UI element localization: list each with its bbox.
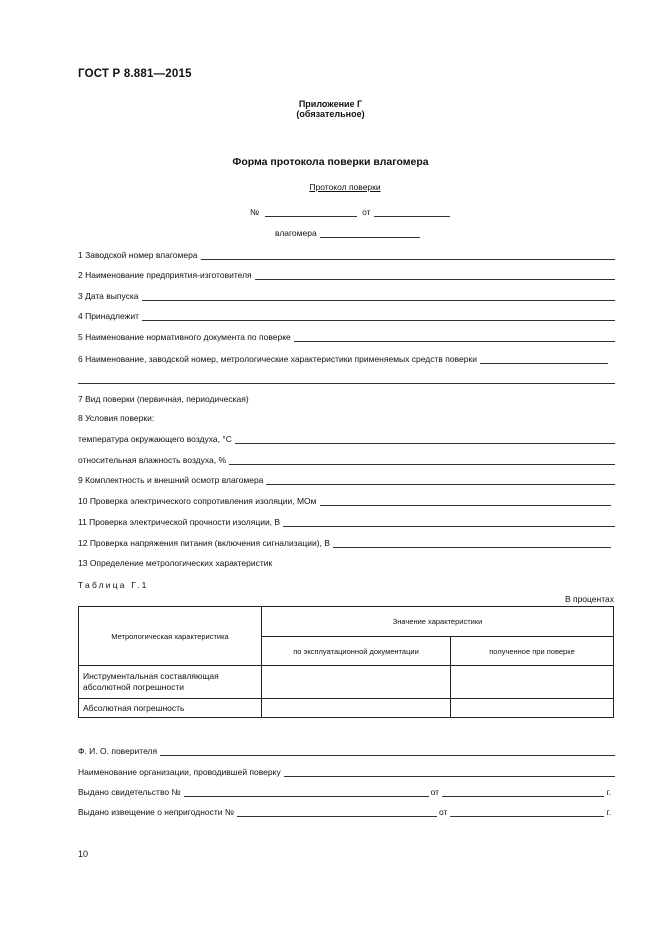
number-prefix: № [250, 207, 260, 217]
item-label: 13 Определение метрологических характеристик [78, 558, 273, 568]
item-field[interactable] [142, 291, 615, 301]
item-normative-document [78, 330, 615, 342]
from-label: от [439, 807, 448, 817]
item-label: 6 Наименование, заводской номер, метрологические характеристики применяемых средств поверки [78, 354, 477, 364]
item-owner [78, 309, 615, 321]
hygrometer-field[interactable] [320, 228, 420, 238]
item-field[interactable] [320, 496, 612, 506]
table-unit: В процентах [564, 594, 614, 604]
protocol-label [0, 182, 661, 192]
cell-doc-value[interactable] [262, 699, 451, 718]
item-label: относительная влажность воздуха, % [78, 455, 227, 465]
appendix-label: Приложение Г [298, 99, 363, 109]
item-air-humidity [78, 453, 615, 465]
hygrometer-line [275, 226, 420, 238]
footer-certificate [78, 785, 611, 797]
item-field[interactable] [235, 434, 615, 444]
page-number: 10 [78, 849, 89, 859]
footer-label: Выдано извещение о непригодности № [78, 807, 234, 817]
footer-label: Ф. И. О. поверителя [78, 746, 158, 756]
item-manufacturer [78, 268, 615, 280]
from-label: от [362, 207, 371, 217]
item-label: 11 Проверка электрической прочности изоляции, В [78, 517, 281, 527]
item-conditions [78, 411, 615, 423]
item-verification-means [78, 352, 608, 364]
header-characteristic: Метрологическая характеристика [79, 607, 262, 666]
item-field[interactable] [294, 332, 615, 342]
footer-label: Наименование организации, проводившей поверку [78, 767, 281, 777]
standard-number: ГОСТ Р 8.881—2015 [78, 68, 192, 80]
item-label: температура окружающего воздуха, °С [78, 434, 232, 444]
item-label: 10 Проверка электрического сопротивления изоляции, МОм [78, 496, 317, 506]
year-suffix: г. [606, 787, 611, 797]
item-field[interactable] [283, 517, 615, 527]
notice-number-field[interactable] [237, 807, 437, 817]
item-field[interactable] [142, 311, 615, 321]
item-field[interactable] [480, 354, 608, 364]
item-label: 3 Дата выпуска [78, 291, 139, 301]
number-field[interactable] [265, 207, 357, 217]
year-suffix: г. [606, 807, 611, 817]
header-value: Значение характеристики [262, 607, 614, 637]
item-label: 7 Вид поверки (первичная, периодическая) [78, 394, 249, 404]
item-insulation-resistance [78, 494, 611, 506]
item-field[interactable] [229, 455, 615, 465]
footer-organization [78, 765, 615, 777]
item-verification-type [78, 392, 615, 404]
protocol-label-text: Протокол поверки [309, 182, 381, 192]
footer-unfit-notice [78, 805, 611, 817]
item-supply-voltage [78, 536, 611, 548]
item-field[interactable] [333, 538, 611, 548]
cell-obtained-value[interactable] [451, 666, 614, 699]
item-verification-means-continued [78, 372, 615, 384]
item-completeness-inspection [78, 473, 615, 485]
footer-label: Выдано свидетельство № [78, 787, 181, 797]
item-air-temperature [78, 432, 615, 444]
row-instrumental-error: Инструментальная составляющая абсолютной погрешности [79, 666, 262, 699]
certificate-number-field[interactable] [184, 787, 429, 797]
cell-doc-value[interactable] [262, 666, 451, 699]
item-field[interactable] [78, 374, 615, 384]
footer-verifier [78, 744, 615, 756]
item-label: 5 Наименование нормативного документа по поверке [78, 332, 291, 342]
item-insulation-strength [78, 515, 615, 527]
footer-field[interactable] [160, 746, 615, 756]
item-label: 4 Принадлежит [78, 311, 139, 321]
item-label: 8 Условия поверки: [78, 413, 155, 423]
item-label: 1 Заводской номер влагомера [78, 250, 198, 260]
date-field[interactable] [374, 207, 450, 217]
item-release-date [78, 289, 615, 301]
notice-date-field[interactable] [450, 807, 603, 817]
item-field[interactable] [201, 250, 615, 260]
item-metrological-characteristics [78, 556, 615, 568]
form-title: Форма протокола поверки влагомера [232, 156, 429, 168]
characteristics-table [78, 606, 614, 718]
item-label: 9 Комплектность и внешний осмотр влагомера [78, 475, 264, 485]
item-label: 12 Проверка напряжения питания (включения сигнализации), В [78, 538, 330, 548]
cell-obtained-value[interactable] [451, 699, 614, 718]
item-field[interactable] [266, 475, 615, 485]
table-caption: Таблица Г.1 [78, 580, 149, 590]
header-obtained-value: полученное при поверке [451, 637, 614, 666]
item-label: 2 Наименование предприятия-изготовителя [78, 270, 252, 280]
row-absolute-error: Абсолютная погрешность [79, 699, 262, 718]
appendix-heading [0, 99, 661, 119]
hygrometer-label: влагомера [275, 228, 317, 238]
from-label: от [430, 787, 440, 797]
appendix-status: (обязательное) [296, 109, 365, 119]
certificate-date-field[interactable] [442, 787, 604, 797]
item-serial-number [78, 248, 615, 260]
header-doc-value: по эксплуатационной документации [262, 637, 451, 666]
protocol-number-line [250, 205, 450, 217]
item-field[interactable] [255, 270, 615, 280]
footer-field[interactable] [284, 767, 615, 777]
